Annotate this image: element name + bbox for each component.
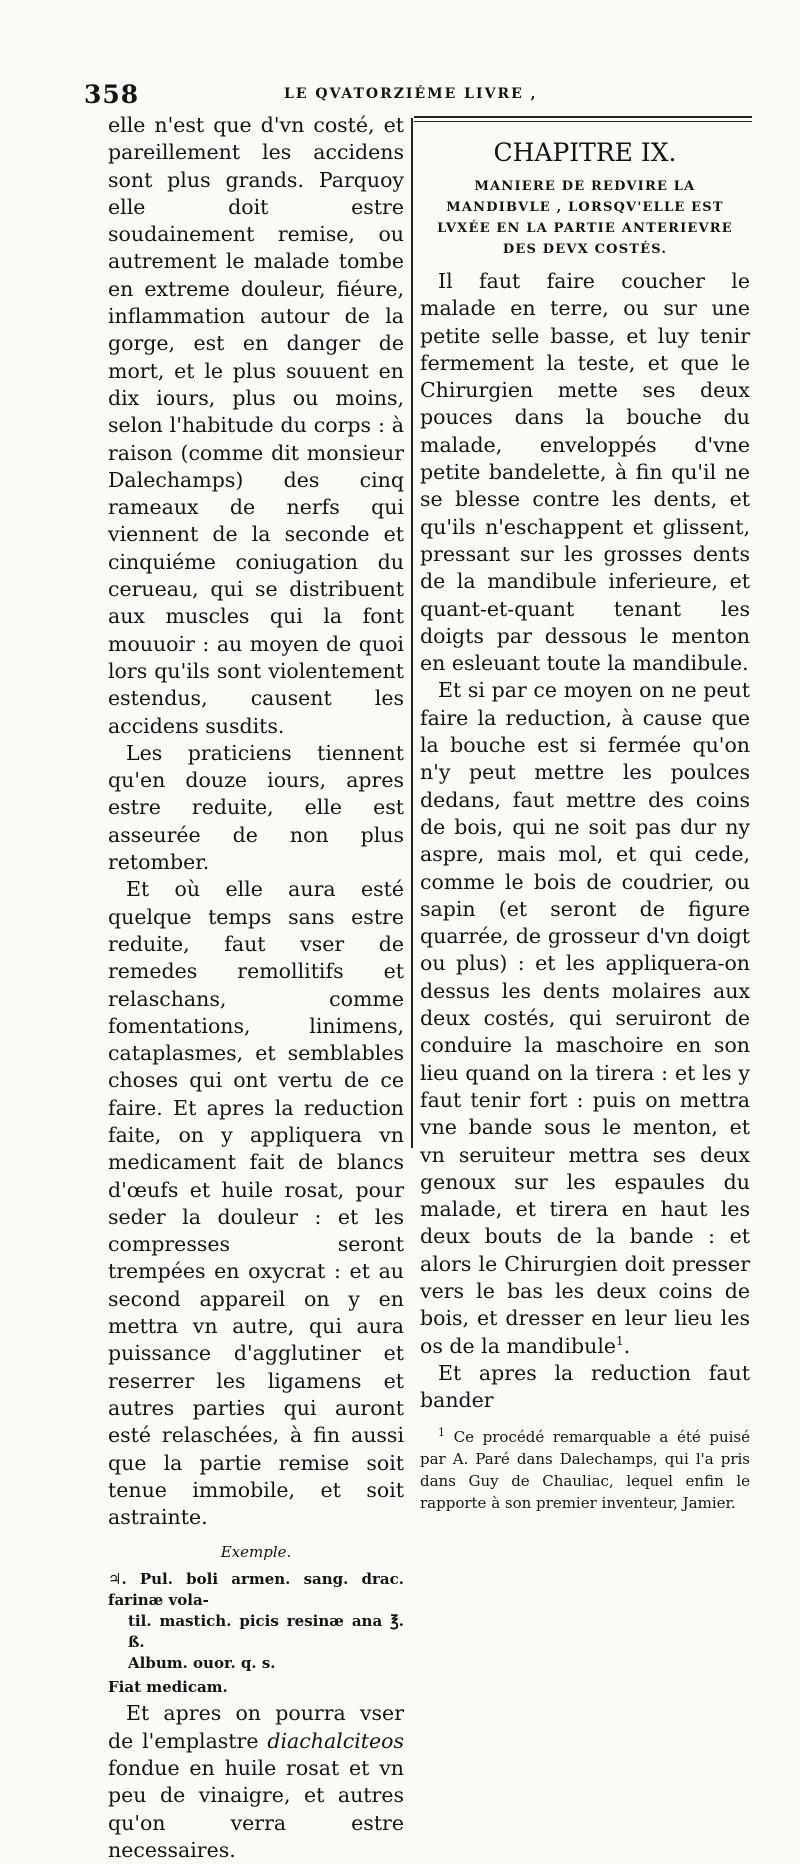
footnote-reference: 1 xyxy=(616,1333,624,1348)
column-divider xyxy=(411,118,413,1148)
chapter-title: CHAPITRE IX. xyxy=(493,138,677,167)
paragraph xyxy=(108,1700,404,1864)
italic-term: diachalciteos xyxy=(267,1728,404,1753)
left-column xyxy=(108,112,404,1864)
recipe-fiat: Fiat medicam. xyxy=(108,1678,228,1697)
text-run: . xyxy=(623,1333,631,1358)
recipe-line: ♃. Pul. boli armen. sang. drac. farinæ vola- xyxy=(108,1570,404,1610)
exemple-label: Exemple. xyxy=(220,1543,292,1562)
text-run: Et si par ce moyen on ne peut faire la reduction, à cause que la bouche est si fermée qu'on n'y peut mettre les poulces dedans, faut mettre des coins de bois, qui ne soit pas dur ny aspre, mais mol, et qui cede, comme le bois de coudrier, ou sapin (et seront de figure quarrée, de grosseur d'vn doigt ou plus) : et les appliquera-on dessus les dents molaires aux deux costés, qui seruiront de conduire la maschoire en son lieu quand on la tirera : et les y faut tenir fort : puis on mettra vne bande sous le menton, et vn seruiteur mettra ses deux genoux sur les espaules du malade, et tirera en haut les deux bouts de la bande : et alors le Chirurgien doit presser vers le bas les deux coins de bois, et dresser en leur lieu les os de la mandibule xyxy=(420,678,750,1358)
paragraph: Il faut faire coucher le malade en terre, ou sur une petite selle basse, et luy tenir fermement la teste, et que le Chirurgien mette ses deux pouces dans la bouche du malade, enveloppés d'vne petite bandelette, à fin qu'il ne se blesse contre les dents, et qu'ils n'eschappent et glissent, pressant sur les grosses dents de la mandibule inferieure, et quant-et-quant tenant les doigts par dessous le menton en esleuant toute la mandibule. xyxy=(420,269,750,676)
recipe-line: til. mastich. picis resinæ ana ℥. ß. xyxy=(128,1612,404,1652)
footnote-text: Ce procédé remarquable a été puisé par A. Paré dans Dalechamps, qui l'a pris dans Guy de Chauliac, lequel enfin le rapporte à son premier inventeur, Jamier. xyxy=(420,1428,750,1513)
paragraph xyxy=(420,677,750,1359)
recipe-line: Album. ouor. q. s. xyxy=(128,1654,276,1673)
text-run: fondue en huile rosat et vn peu de vinaigre, et autres qu'on verra estre necessaires. xyxy=(108,1756,404,1862)
paragraph: Et apres la reduction faut bander xyxy=(420,1360,750,1413)
footnote-marker: 1 xyxy=(438,1426,445,1440)
text-run: Et apres on pourra vser de l'emplastre xyxy=(108,1701,404,1753)
right-column xyxy=(420,112,750,1514)
paragraph: Les praticiens tiennent qu'en douze iours, apres estre reduite, elle est asseurée de non plus retomber. xyxy=(108,740,404,875)
running-title: LE QVATORZIÉME LIVRE , xyxy=(284,86,538,102)
running-head xyxy=(84,80,750,112)
chapter-subtitle: MANIERE DE REDVIRE LA MANDIBVLE , LORSQV'ELLE EST LVXÉE EN LA PARTIE ANTERIEVRE DES DEVX COSTÉS. xyxy=(437,179,733,257)
paragraph: Et où elle aura esté quelque temps sans estre reduite, faut vser de remedes remollitifs et relaschans, comme fomentations, linimens, cataplasmes, et semblables choses qui ont vertu de ce faire. Et apres la reduction faite, on y appliquera vn medicament fait de blancs d'œufs et huile rosat, pour seder la douleur : et les compresses seront trempées en oxycrat : et au second appareil on y en mettra vn autre, qui aura puissance d'agglutiner et reserrer les ligamens et autres parties qui auront esté relaschées, à fin aussi que la partie remise soit tenue immobile, et soit astrainte. xyxy=(108,877,404,1530)
page-number: 358 xyxy=(84,80,140,109)
footnote xyxy=(420,1426,750,1514)
paragraph: elle n'est que d'vn costé, et pareillement les accidens sont plus grands. Parquoy elle doit estre soudainement remise, ou autrement le malade tombe en extreme douleur, fiéure, inflammation autour de la gorge, est en danger de mort, et le plus souuent en dix iours, plus ou moins, selon l'habitude du corps : à raison (comme dit monsieur Dalechamps) des cinq rameaux de nerfs qui viennent de la seconde et cinquiéme coniugation du cerueau, qui se distribuent aux muscles qui la font mouuoir : au moyen de quoi lors qu'ils sont violentement estendus, causent les accidens susdits. xyxy=(108,113,404,738)
